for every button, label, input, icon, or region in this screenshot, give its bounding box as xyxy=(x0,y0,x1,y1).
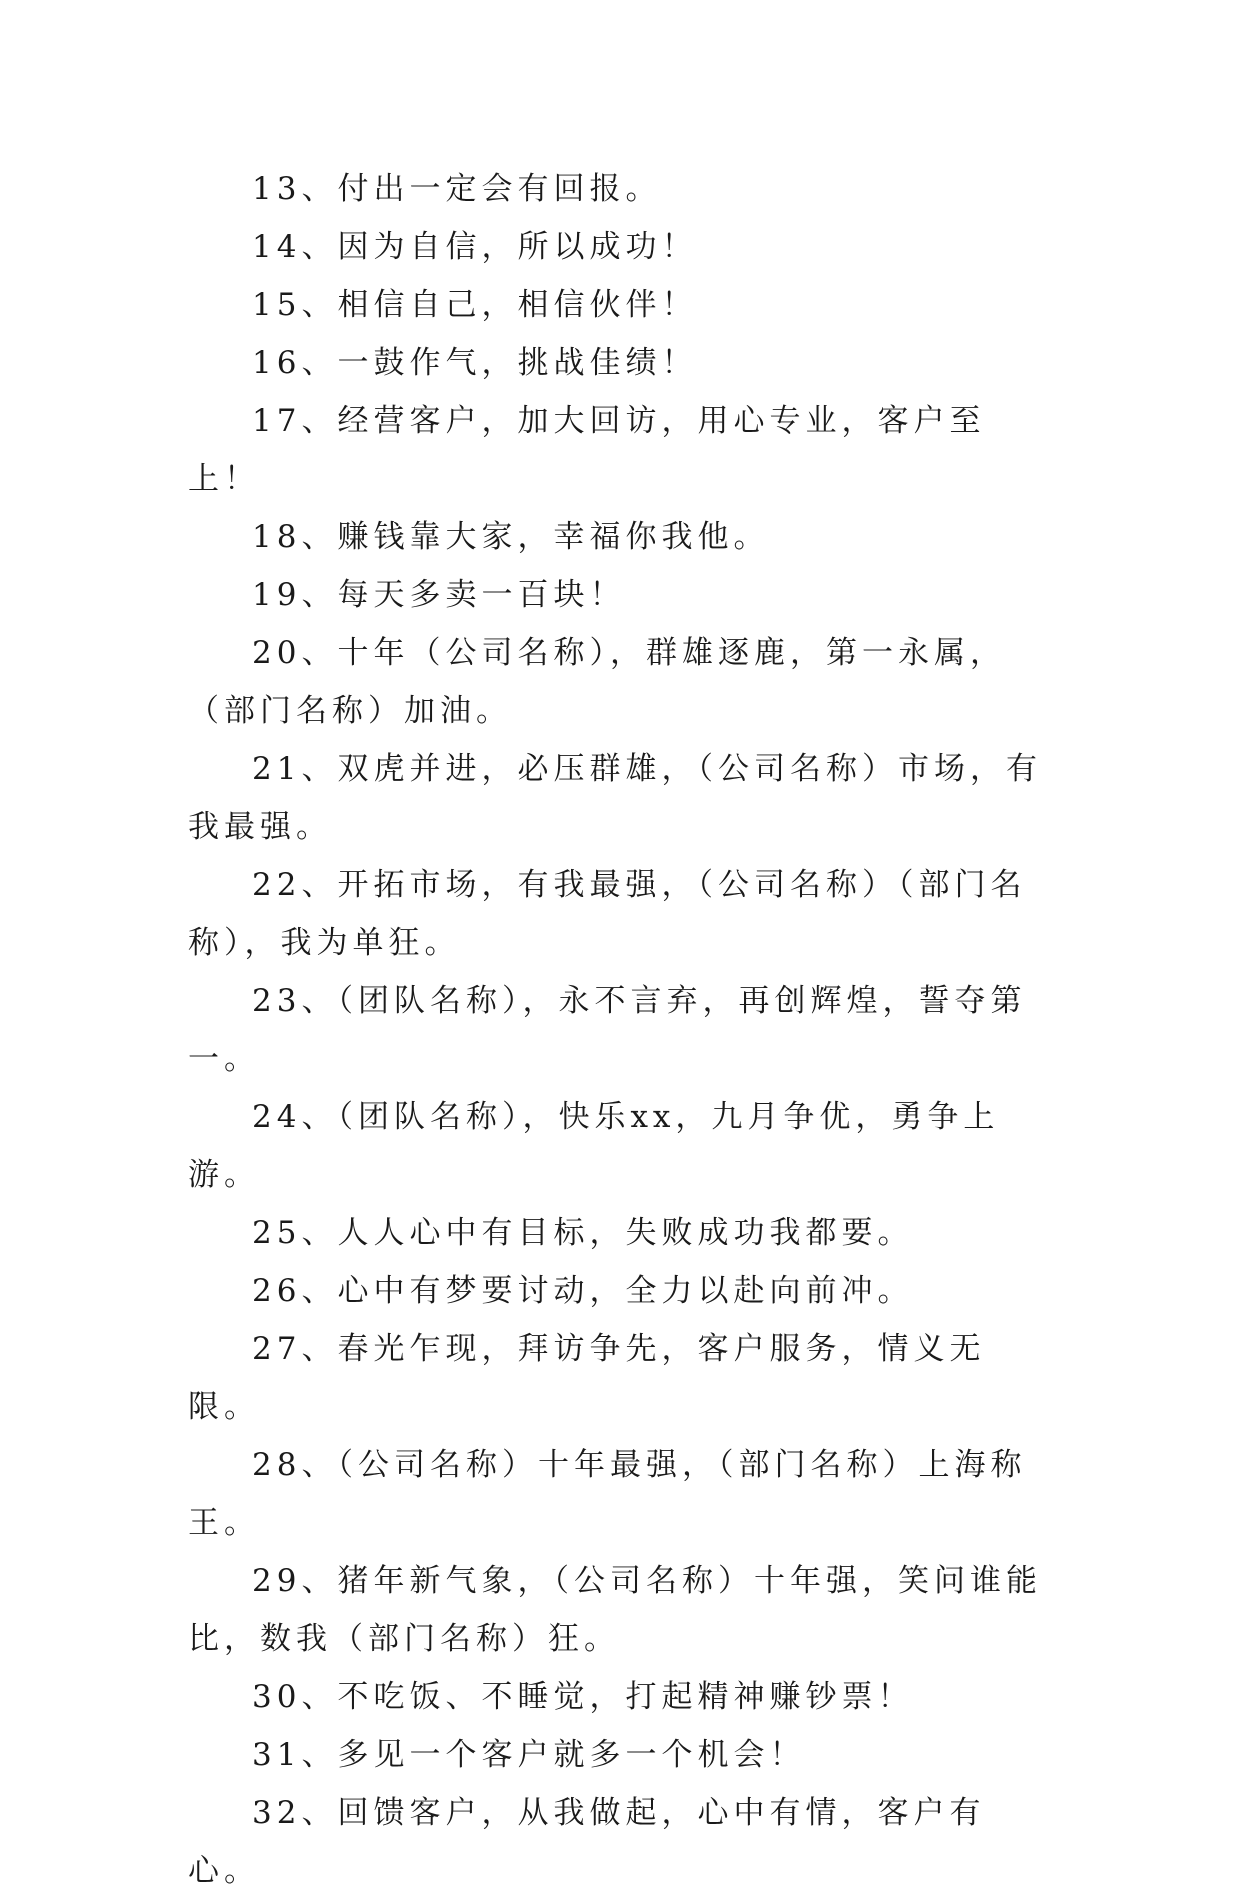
list-item: 16、一鼓作气，挑战佳绩！ xyxy=(252,345,698,381)
list-item: 25、人人心中有目标，失败成功我都要。 xyxy=(252,1215,914,1251)
list-item: 28、（公司名称）十年最强，（部门名称）上海称王。 xyxy=(188,1447,1027,1541)
list-item: 20、十年（公司名称），群雄逐鹿，第一永属，（部门名称）加油。 xyxy=(188,635,1006,729)
list-item: 23、（团队名称），永不言弃，再创辉煌，誓夺第一。 xyxy=(188,983,1027,1077)
list-item: 31、多见一个客户就多一个机会！ xyxy=(252,1737,806,1773)
list-item: 24、（团队名称），快乐xx，九月争优，勇争上游。 xyxy=(188,1099,1000,1193)
list-item: 27、春光乍现，拜访争先，客户服务，情义无限。 xyxy=(188,1331,986,1425)
list-item: 29、猪年新气象，（公司名称）十年强，笑问谁能比，数我（部门名称）狂。 xyxy=(188,1563,1042,1657)
list-item: 30、不吃饭、不睡觉，打起精神赚钞票！ xyxy=(252,1679,914,1715)
list-item: 21、双虎并进，必压群雄，（公司名称）市场，有我最强。 xyxy=(188,751,1042,845)
list-item: 22、开拓市场，有我最强，（公司名称）（部门名称），我为单狂。 xyxy=(188,867,1027,961)
list-item: 18、赚钱靠大家，幸福你我他。 xyxy=(252,519,770,555)
list-item: 13、付出一定会有回报。 xyxy=(252,171,662,207)
slogan-list xyxy=(188,160,1048,1900)
list-item: 15、相信自己，相信伙伴！ xyxy=(252,287,698,323)
list-item: 32、回馈客户，从我做起，心中有情，客户有心。 xyxy=(188,1795,986,1889)
list-item: 14、因为自信，所以成功！ xyxy=(252,229,698,265)
list-item: 19、每天多卖一百块！ xyxy=(252,577,626,613)
list-item: 26、心中有梦要讨动，全力以赴向前冲。 xyxy=(252,1273,914,1309)
list-item: 17、经营客户，加大回访，用心专业，客户至上！ xyxy=(188,403,986,497)
